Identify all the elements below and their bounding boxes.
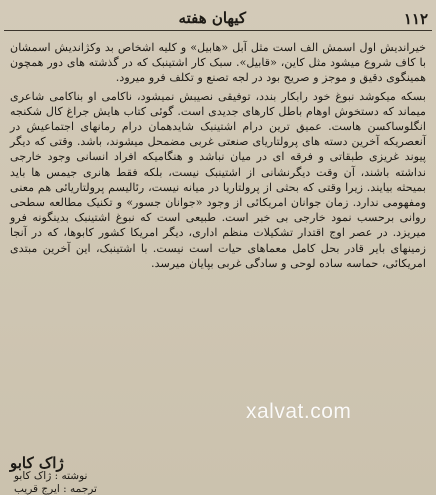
article-paragraph: خیراندیش اول اسمش الف است مثل آبل «هابیل» و کلیه اشخاص بد وکژاندیش اسمشان با کاف شروع میشود مثل کاین، «قابیل». سبک کار اشتینبک که در گذشته های دور همچون همینگوی دقیق و موجز و صریح بود در لجه تصنع و تکلف فرو میرود. (10, 41, 426, 85)
author-signature: ژاک کابو (10, 454, 64, 472)
translator-line: ترجمه : ایرج قریب (14, 483, 97, 495)
watermark: xalvat.com (246, 400, 352, 423)
header-divider (4, 30, 432, 31)
article-paragraph: بسکه میکوشد نبوغ خود رابکار بندد، توفیقی نصیبش نمیشود، ناکامی او بناکامی شاعری میماند که دستخوش اوهام باطل کارهای جدیدی است. گوئی کتاب هایش جراغ کال شکنجه انگلوساکسن هاست. عمیق ترین درام اشتینبک شایدهمان درام رمانهای اجتماعیش در آنعصریکه آخرین دسته های پرولتاریای صنعتی غربی مضمحل میشوند، باشد. وقتی که دیگر پیوند غریزی طبقاتی و فرقه ای در میان نباشد و هنگامیکه افراد انسانی وجود خارجی نداشته باشند، آن وقت دیگرنشانی از اشتینبک نیست، بلکه فقط هانری جیمس ها باید بمیحثه بیایند. زیرا وقتی که بحثی از پرولتاریا در میانه نیست، رئالیسم پرولتاریائی هم معنی ومفهومی ندارد. زمان جوانان امریکائی از وجود «جوانان جسور» و تکنیک مطالعه سطحی روانی برحسب نمود خارجی بی خبر است. طبیعی است که نبوغ اشتینبک بدینگونه فرو میریزد. در عصر اوج اقتدار تشکیلات منظم اداری، دیگر امریکا کشور کابوها، که در آنجا زمینهای بایر قادر بحل کامل معماهای حیات است نیست. با اشتینبک، این آخرین مبتدی امریکائی، حماسه ساده لوحی و سادگی غربی بپایان میرسد. (10, 89, 426, 270)
article-body (10, 40, 426, 274)
page-number: ۱۱۲ (403, 10, 428, 28)
magazine-title: کیهان هفته (178, 9, 246, 27)
page-header (0, 6, 436, 32)
article-credits (14, 470, 97, 495)
author-line: نوشته : ژاک کابو (14, 470, 88, 482)
